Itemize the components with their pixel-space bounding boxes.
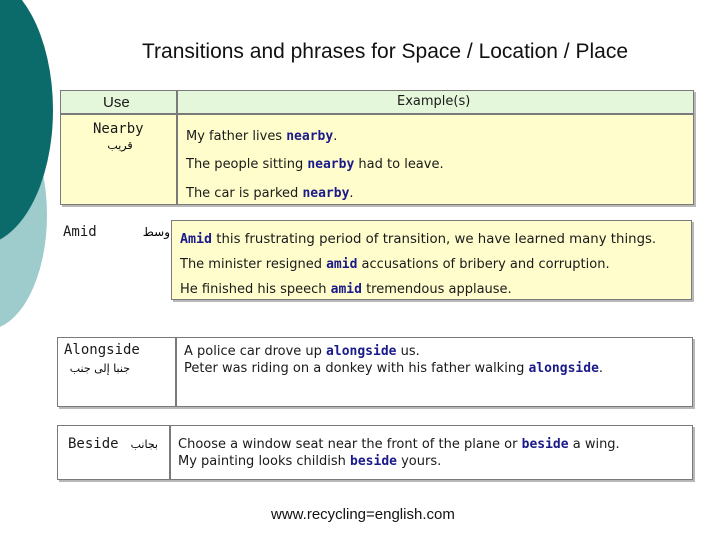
beside-use-cell: [57, 425, 170, 480]
amid-example-1: Amid this frustrating period of transition, we have learned many things.: [180, 232, 657, 247]
nearby-arabic: قريب: [107, 139, 133, 152]
nearby-word: Nearby: [93, 121, 144, 137]
header-use-cell: [60, 90, 177, 114]
alongside-use-cell: [57, 337, 176, 407]
amid-example-2: The minister resigned amid accusations of bribery and corruption.: [180, 257, 610, 272]
nearby-example-cell: [177, 114, 694, 205]
footer-website-link[interactable]: www.recycling=english.com: [271, 506, 455, 523]
beside-arabic: بجانب: [130, 438, 158, 451]
beside-example-1: Choose a window seat near the front of the plane or beside a wing.: [178, 437, 620, 452]
beside-example-cell: [170, 425, 693, 480]
nearby-use-cell: [60, 114, 177, 205]
header-use-label: Use: [103, 94, 130, 111]
alongside-word: Alongside: [64, 342, 140, 358]
nearby-example-2: The people sitting nearby had to leave.: [186, 157, 444, 172]
beside-example-2: My painting looks childish beside yours.: [178, 454, 442, 469]
alongside-example-2: Peter was riding on a donkey with his father walking alongside.: [184, 361, 604, 376]
header-example-label: Example(s): [397, 94, 471, 109]
nearby-example-3: The car is parked nearby.: [186, 186, 354, 201]
amid-example-3: He finished his speech amid tremendous applause.: [180, 282, 512, 297]
amid-example-cell: [171, 220, 692, 300]
beside-word: Beside: [68, 436, 119, 452]
nearby-example-1: My father lives nearby.: [186, 129, 338, 144]
alongside-example-cell: [176, 337, 693, 407]
alongside-example-1: A police car drove up alongside us.: [184, 344, 420, 359]
alongside-arabic: جنبا إلى جنب: [69, 362, 130, 375]
page-title: Transitions and phrases for Space / Location / Place: [142, 40, 628, 63]
header-example-cell: [177, 90, 694, 114]
amid-arabic: وسط: [142, 225, 170, 239]
amid-use-cell: [60, 220, 170, 300]
amid-word: Amid: [63, 224, 97, 240]
